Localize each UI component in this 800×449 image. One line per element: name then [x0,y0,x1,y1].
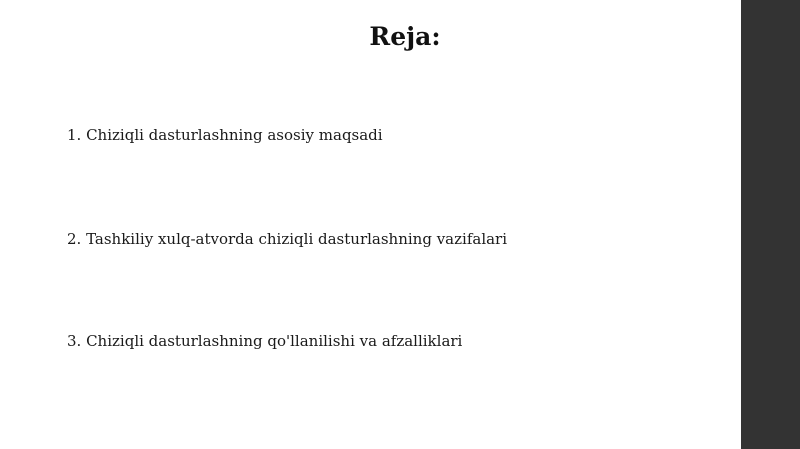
plan-item-1: 1. Chiziqli dasturlashning asosiy maqsadi [67,126,383,144]
plan-item-2: 2. Tashkiliy xulq-atvorda chiziqli dasturlashning vazifalari [67,230,508,248]
side-panel [741,0,800,449]
slide-title: Reja: [369,22,441,51]
plan-item-3: 3. Chiziqli dasturlashning qo'llanilishi va afzalliklari [67,332,463,350]
